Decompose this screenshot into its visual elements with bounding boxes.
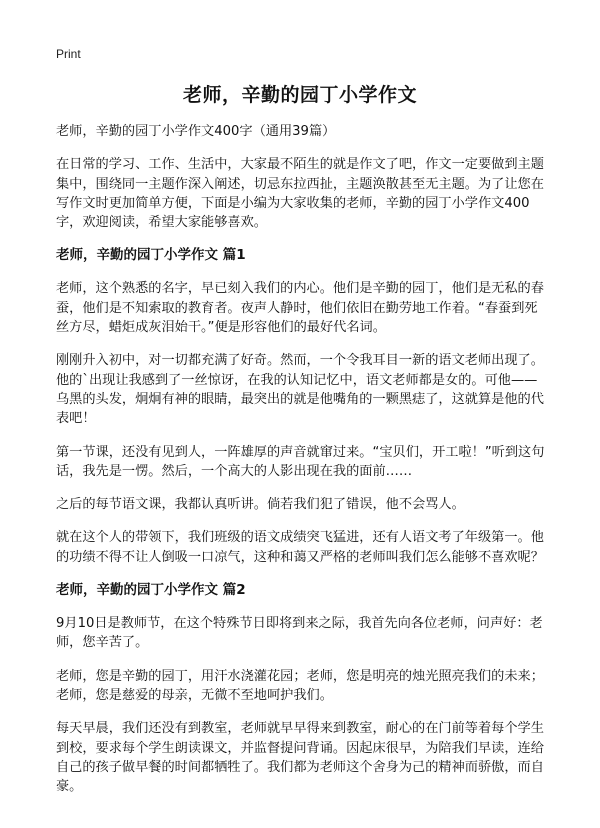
section-heading-1: 老师，辛勤的园丁小学作文 篇1: [56, 247, 246, 264]
paragraph: 刚刚升入初中，对一切都充满了好奇。然而，一个令我耳目一新的语文老师出现了。他的`出现让我感到了一丝惊讶，在我的认知记忆中，语文老师都是女的。可他——乌黑的头发，炯炯有神的眼睛，最突出的就是他嘴角的一颗黑痣了，这就算是他的代表吧！: [56, 353, 544, 427]
print-link[interactable]: Print: [56, 47, 81, 61]
paragraph: 第一节课，还没有见到人，一阵雄厚的声音就窜过来。“宝贝们，开工啦！”听到这句话，我先是一愣。然后，一个高大的人影出现在我的面前……: [56, 444, 545, 479]
intro-paragraph: 在日常的学习、工作、生活中，大家最不陌生的就是作文了吧，作文一定要做到主题集中，围绕同一主题作深入阐述，切忌东拉西扯，主题涣散甚至无主题。为了让您在写作文时更加简单方便，下面是小编为大家收集的老师，辛勤的园丁小学作文400字，欢迎阅读，希望大家能够喜欢。: [56, 157, 544, 231]
article-subtitle: 老师，辛勤的园丁小学作文400字（通用39篇）: [56, 124, 336, 139]
paragraph: 9月10日是教师节，在这个特殊节日即将到来之际，我首先向各位老师，问声好：老师，您辛苦了。: [56, 616, 543, 651]
paragraph: 每天早晨，我们还没有到教室，老师就早早得来到教室，耐心的在门前等着每个学生到校，要求每个学生朗读课文，并监督提问背诵。因起床很早，为陪我们早读，连给自己的孩子做早餐的时间都牺牲了。我们都为老师这个舍身为己的精神而骄傲，而自豪。: [56, 721, 544, 795]
article-body: [56, 122, 550, 810]
page-title: 老师，辛勤的园丁小学作文: [182, 84, 417, 106]
paragraph: 之后的每节语文课，我都认真听讲。倘若我们犯了错误，他不会骂人。: [56, 497, 465, 513]
paragraph: 就在这个人的带领下，我们班级的语文成绩突飞猛进，还有人语文考了年级第一。他的功绩不得不让人倒吸一口凉气，这种和蔼又严格的老师叫我们怎么能够不喜欢呢？: [56, 530, 544, 565]
section-heading-2: 老师，辛勤的园丁小学作文 篇2: [56, 582, 246, 599]
paragraph: 老师，这个熟悉的名字，早已刻入我们的内心。他们是辛勤的园丁，他们是无私的春蚕，他们是不知索取的教育者。夜声人静时，他们依旧在勤劳地工作着。“春蚕到死丝方尽，蜡炬成灰泪始干。”便是形容他们的最好代名词。: [56, 281, 544, 336]
paragraph: 老师，您是辛勤的园丁，用汗水浇灌花园；老师，您是明亮的烛光照亮我们的未来；老师，您是慈爱的母亲，无微不至地呵护我们。: [56, 668, 544, 703]
